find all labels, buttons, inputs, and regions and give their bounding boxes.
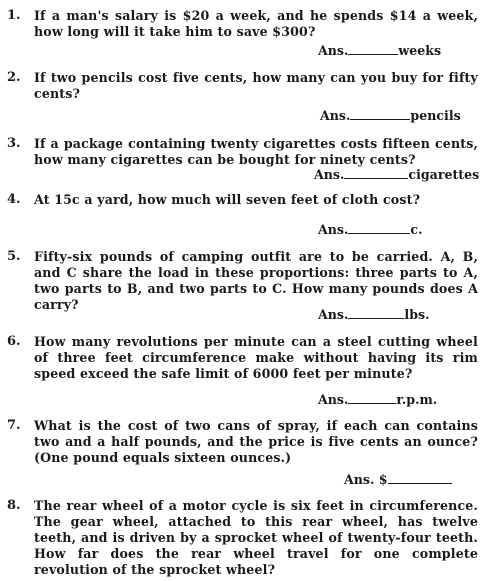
problem-question: If a package containing twenty cigarettes costs fifteen cents, how many cigarettes can be bought for ninety cents? [34,136,478,167]
problem-question: How many revolutions per minute can a steel cutting wheel of three feet circumference make without having its rim speed exceed the safe limit of 6000 feet per minute? [34,334,478,381]
answer-prefix: Ans. [314,167,345,182]
answer-prefix: Ans. [318,307,349,322]
problem-question: The rear wheel of a motor cycle is six feet in circumference. The gear wheel, attached to this rear wheel, has twelve teeth, and is driven by a sprocket wheel of twenty-four teeth. How far does the rear wheel travel for one complete revolution of the sprocket wheel? [34,498,478,577]
answer-line [344,472,452,488]
answer-line [314,167,479,183]
answer-unit: lbs. [404,307,430,322]
problem-number: 6. [7,334,21,349]
problem-number: 5. [7,249,21,264]
problem-question: At 15c a yard, how much will seven feet of cloth cost? [34,192,421,207]
problem-number: 3. [7,136,21,151]
problem-question: What is the cost of two cans of spray, if each can contains two and a half pounds, and the price is five cents an ounce? (One pound equals sixteen ounces.) [34,418,478,465]
answer-line [320,108,461,124]
answer-line [318,43,441,59]
answer-prefix: Ans. [318,222,349,237]
problem-question: If two pencils cost five cents, how many can you buy for fifty cents? [34,70,478,101]
problem-number: 2. [7,70,21,85]
answer-blank[interactable] [344,167,408,179]
problem-number: 1. [7,8,21,23]
problem-question: If a man's salary is $20 a week, and he spends $14 a week, how long will it take him to save $300? [34,8,478,39]
problem-number: 7. [7,418,21,433]
answer-prefix: Ans. [318,43,349,58]
answer-blank[interactable] [350,108,410,120]
problem-number: 4. [7,192,21,207]
answer-blank[interactable] [348,43,398,55]
problem-number: 8. [7,498,21,513]
answer-blank[interactable] [388,472,452,484]
answer-unit: pencils [410,108,461,123]
problem-question: Fifty-six pounds of camping outfit are to be carried. A, B, and C share the load in these proportions: three parts to A, two parts to B, and two parts to C. How many pounds does A carry? [34,249,478,312]
answer-unit: r.p.m. [396,392,438,407]
answer-unit: c. [410,222,423,237]
answer-unit: cigarettes [408,167,480,182]
answer-blank[interactable] [348,392,396,404]
answer-blank[interactable] [348,222,410,234]
answer-line [318,392,437,408]
answer-blank[interactable] [348,307,404,319]
answer-prefix: Ans. $ [344,472,388,487]
answer-prefix: Ans. [318,392,349,407]
answer-unit: weeks [398,43,442,58]
answer-line [318,307,429,323]
answer-line [318,222,422,238]
answer-prefix: Ans. [320,108,351,123]
